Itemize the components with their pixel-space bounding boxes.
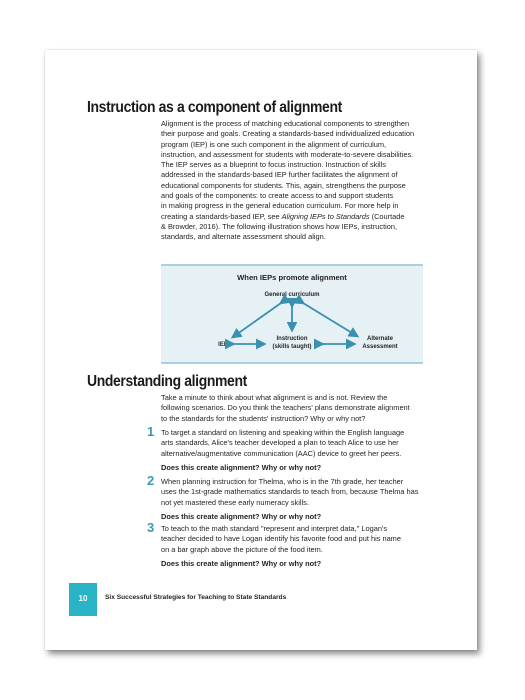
paragraph-line: Take a minute to think about what alignment is and is not. Review the bbox=[161, 393, 388, 402]
scenario-line: not yet mastered these early numeracy skills. bbox=[161, 497, 309, 507]
node-general-curriculum: General curriculum bbox=[264, 292, 320, 298]
arrow-curriculum-assessment bbox=[303, 303, 357, 336]
paragraph-line: their purpose and goals. Creating a standards-based individualized education bbox=[161, 129, 415, 139]
diagram-title: When IEPs promote alignment bbox=[237, 273, 347, 282]
scenario-question: Does this create alignment? Why or why not? bbox=[161, 462, 322, 472]
paragraph-line: to the standards for the students' instruction? Why or why not? bbox=[161, 413, 366, 423]
scenario-question: Does this create alignment? Why or why not? bbox=[161, 558, 322, 568]
scenario-text bbox=[161, 477, 457, 508]
paragraph-line: in making progress in the general education curriculum. For more help in bbox=[161, 201, 399, 211]
scenario-line: arts standards, Alice's teacher developed a plan to teach Alice to use her bbox=[161, 438, 399, 448]
node-alternate: Alternate bbox=[366, 336, 394, 342]
scenario-number: 1 bbox=[147, 424, 155, 439]
alignment-diagram bbox=[161, 264, 423, 364]
page-number-tab bbox=[69, 583, 97, 616]
scenario-line: on a bar graph above the picture of the food item. bbox=[161, 544, 323, 554]
page-number: 10 bbox=[78, 594, 88, 603]
scenario-line: uses the 1st-grade mathematics standards to teach from, because Thelma has bbox=[161, 487, 419, 497]
running-footer-title: Six Successful Strategies for Teaching to State Standards bbox=[105, 594, 287, 601]
paragraph-line: and goals of the components: to create access to and support students bbox=[161, 191, 394, 201]
paragraph-line: following scenarios. Do you think the teachers' plans demonstrate alignment bbox=[161, 403, 410, 413]
reference-title: Aligning IEPs to Standards bbox=[281, 211, 370, 221]
paragraph-line: educational components for students. This, again, strengthens the purpose bbox=[161, 180, 406, 190]
scenario-number: 2 bbox=[147, 473, 155, 488]
node-assessment: Assessment bbox=[362, 344, 398, 350]
paragraph-line: & Browder, 2016). The following illustration shows how IEPs, instruction, bbox=[161, 221, 398, 231]
reference-suffix: (Courtade bbox=[369, 211, 405, 221]
scenario-text bbox=[161, 428, 457, 459]
paragraph-line: standards, and alternate assessment should align. bbox=[161, 232, 326, 242]
node-instruction: Instruction bbox=[276, 336, 308, 342]
scenario-3 bbox=[147, 520, 457, 569]
scenario-line: alternative/augmentative communication (AAC) device to greet her peers. bbox=[161, 448, 402, 458]
paragraph-line: instruction, and assessment for students with moderate-to-severe disabilities. bbox=[161, 149, 414, 159]
scenario-text bbox=[161, 524, 457, 555]
paragraph-line: program (IEP) is one such component in the alignment of curriculum, bbox=[161, 139, 387, 149]
section1-paragraph bbox=[161, 119, 461, 243]
scenario-line: To teach to the math standard "represent and interpret data," Logan's bbox=[161, 524, 388, 533]
scenario-line: When planning instruction for Thelma, who is in the 7th grade, her teacher bbox=[161, 477, 404, 486]
scenario-line: To target a standard on listening and speaking within the English language bbox=[161, 428, 405, 437]
section-heading-instruction: Instruction as a component of alignment bbox=[87, 99, 342, 116]
section-heading-understanding: Understanding alignment bbox=[87, 373, 247, 390]
paragraph-line: addressed in the standards-based IEP further facilitates the alignment of bbox=[161, 170, 398, 180]
paragraph-line: Alignment is the process of matching educational components to strengthen bbox=[161, 119, 410, 128]
scenario-number: 3 bbox=[147, 520, 155, 535]
paragraph-line: The IEP serves as a blueprint to focus instruction. Instruction of skills bbox=[161, 160, 386, 170]
scenario-line: teacher decided to have Logan identify his favorite food and put his name bbox=[161, 534, 401, 544]
node-skills-taught: (skills taught) bbox=[272, 344, 312, 350]
paragraph-line-reference bbox=[161, 212, 461, 222]
alignment-diagram-svg bbox=[161, 266, 423, 362]
document-page bbox=[45, 50, 477, 650]
reference-prefix: creating a standards-based IEP, see bbox=[161, 211, 282, 221]
node-iep: IEP bbox=[218, 342, 228, 348]
arrow-curriculum-iep bbox=[233, 303, 281, 337]
scenario-question: Does this create alignment? Why or why not? bbox=[161, 511, 322, 521]
scenario-2 bbox=[147, 473, 457, 522]
section2-intro bbox=[161, 393, 461, 424]
scenario-1 bbox=[147, 424, 457, 473]
